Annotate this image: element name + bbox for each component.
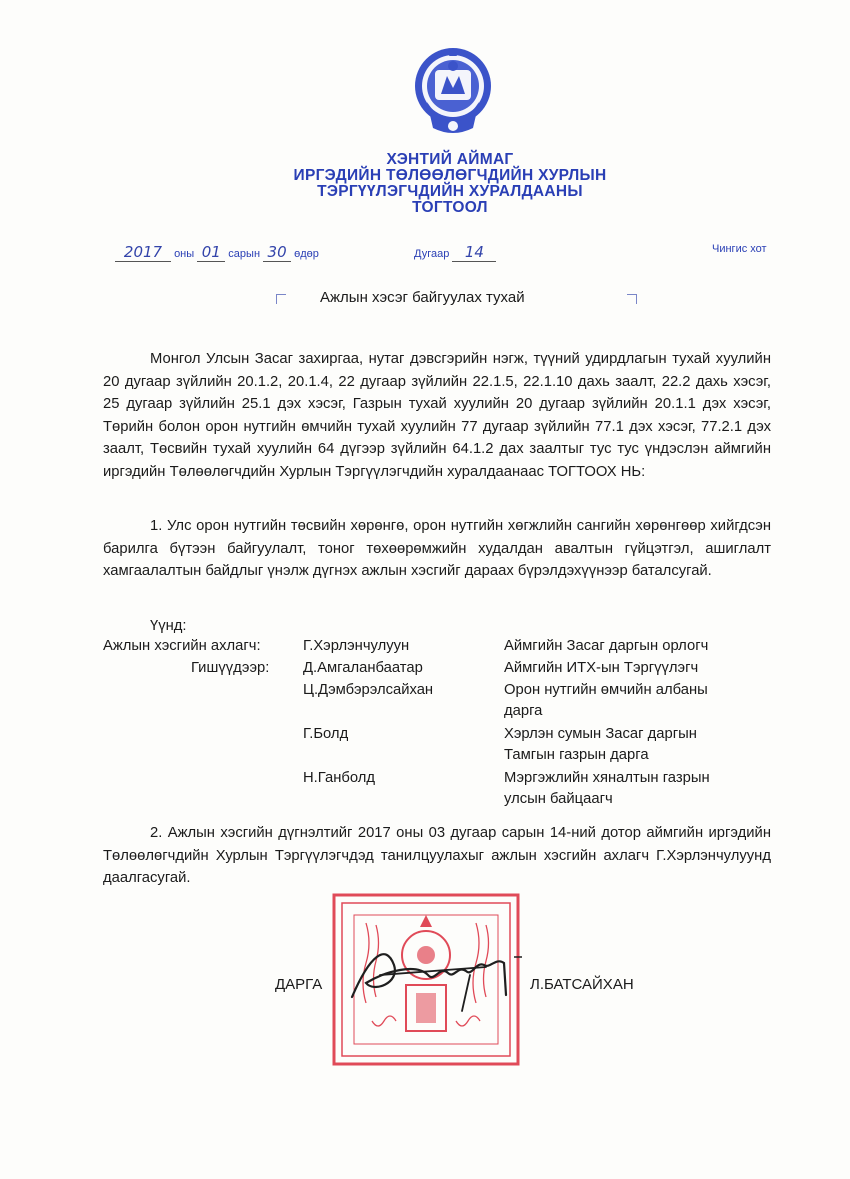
signer-name: Л.БАТСАЙХАН: [530, 976, 634, 993]
member-name: Н.Ганболд: [303, 770, 376, 786]
header-line-1: ХЭНТИЙ АЙМАГ: [386, 151, 514, 168]
member-title-cont: дарга: [504, 703, 543, 719]
signer-title: ДАРГА: [275, 976, 323, 993]
member-title: Аймгийн ИТХ-ын Тэргүүлэгч: [504, 660, 699, 676]
member-name: Г.Хэрлэнчулуун: [303, 638, 410, 654]
number-value: 14: [452, 243, 496, 262]
member-name: Ц.Дэмбэрэлсайхан: [303, 682, 434, 698]
subject-bracket-right: [627, 294, 637, 304]
member-name: Г.Болд: [303, 726, 349, 742]
intro-text: Монгол Улсын Засаг захиргаа, нутаг дэвсгэрийн нэгж, түүний удирдлагын тухай хуулийн 20 дугаар зүйлийн 20.1.2, 20.1.4, 22 дугаар зүйлийн 22.1.5, 22.1.10 дахь заалт, 22.2 дахь хэсэг, 25 дугаар зүйлийн 25.1 дэх хэсэг, Газрын тухай хуулийн 20 дугаар зүйлийн 20.1.1 дэх хэсэг, Төрийн болон орон нутгийн өмчийн тухай хуулийн 77 дугаар зүйлийн 77.1 дэх хэсэг, 77.2.1 дэх заалт, Төсвийн тухай хуулийн 64 дүгээр зүйлийн 64.1.2 дах заалтыг тус тус үндэслэн аймгийн иргэдийн Төлөөлөгчдийн Хурлын Тэргүүлэгчдийн хуралдаанаас ТОГТООХ НЬ:: [103, 351, 771, 480]
header-line-3: ТЭРГҮҮЛЭГЧДИЙН ХУРАЛДААНЫ: [317, 183, 583, 200]
document-number: [414, 243, 496, 262]
item-1-paragraph: [103, 515, 771, 583]
intro-paragraph: [103, 348, 771, 483]
date-day: 30: [263, 243, 291, 262]
member-name: Д.Амгаланбаатар: [303, 660, 423, 676]
subject-title: Ажлын хэсэг байгуулах тухай: [320, 289, 525, 306]
members-role: Гишүүдээр:: [191, 660, 270, 676]
date-month-suffix: сарын: [228, 248, 261, 260]
leader-role: Ажлын хэсгийн ахлагч:: [103, 638, 261, 654]
number-label: Дугаар: [414, 248, 450, 260]
item-1-text: 1. Улс орон нутгийн төсвийн хөрөнгө, орон нутгийн хөгжлийн сангийн хөрөнгөөр хийгдсэн барилга бүтээн байгуулалт, тоног төхөөрөмжийн худалдан авалтын гүйцэтгэл, ашиглалт хамгаалалтын байдлыг үнэлж дүгнэх ажлын хэсгийг дараах бүрэлдэхүүнээр баталсугай.: [103, 518, 771, 579]
member-title-cont: Тамгын газрын дарга: [504, 747, 649, 763]
member-title: Мэргэжлийн хяналтын газрын: [504, 770, 710, 786]
city-name: Чингис хот: [712, 243, 767, 255]
member-title: Орон нутгийн өмчийн албаны: [504, 682, 708, 698]
composition-label: Үүнд:: [150, 618, 187, 634]
handwritten-signature: [346, 935, 536, 1015]
date-year-suffix: оны: [174, 248, 195, 260]
item-2-text: 2. Ажлын хэсгийн дүгнэлтийг 2017 оны 03 дугаар сарын 14-ний дотор аймгийн иргэдийн Төлөөлөгчдийн Хурлын Тэргүүлэгчдэд танилцуулахыг ажлын хэсгийн ахлагч Г.Хэрлэнчулуунд даалгасугай.: [103, 825, 771, 886]
subject-bracket-left: [276, 294, 286, 304]
date-year: 2017: [115, 243, 171, 262]
header-line-4: ТОГТООЛ: [412, 199, 488, 216]
date-line: [115, 243, 319, 262]
state-emblem-icon: [411, 42, 495, 142]
item-2-paragraph: [103, 822, 771, 890]
member-title: Аймгийн Засаг даргын орлогч: [504, 638, 709, 654]
member-title-cont: улсын байцаагч: [504, 791, 613, 807]
member-title: Хэрлэн сумын Засаг даргын: [504, 726, 697, 742]
date-day-suffix: өдөр: [294, 248, 319, 260]
date-month: 01: [197, 243, 225, 262]
header-line-2: ИРГЭДИЙН ТӨЛӨӨЛӨГЧДИЙН ХУРЛЫН: [293, 167, 607, 184]
